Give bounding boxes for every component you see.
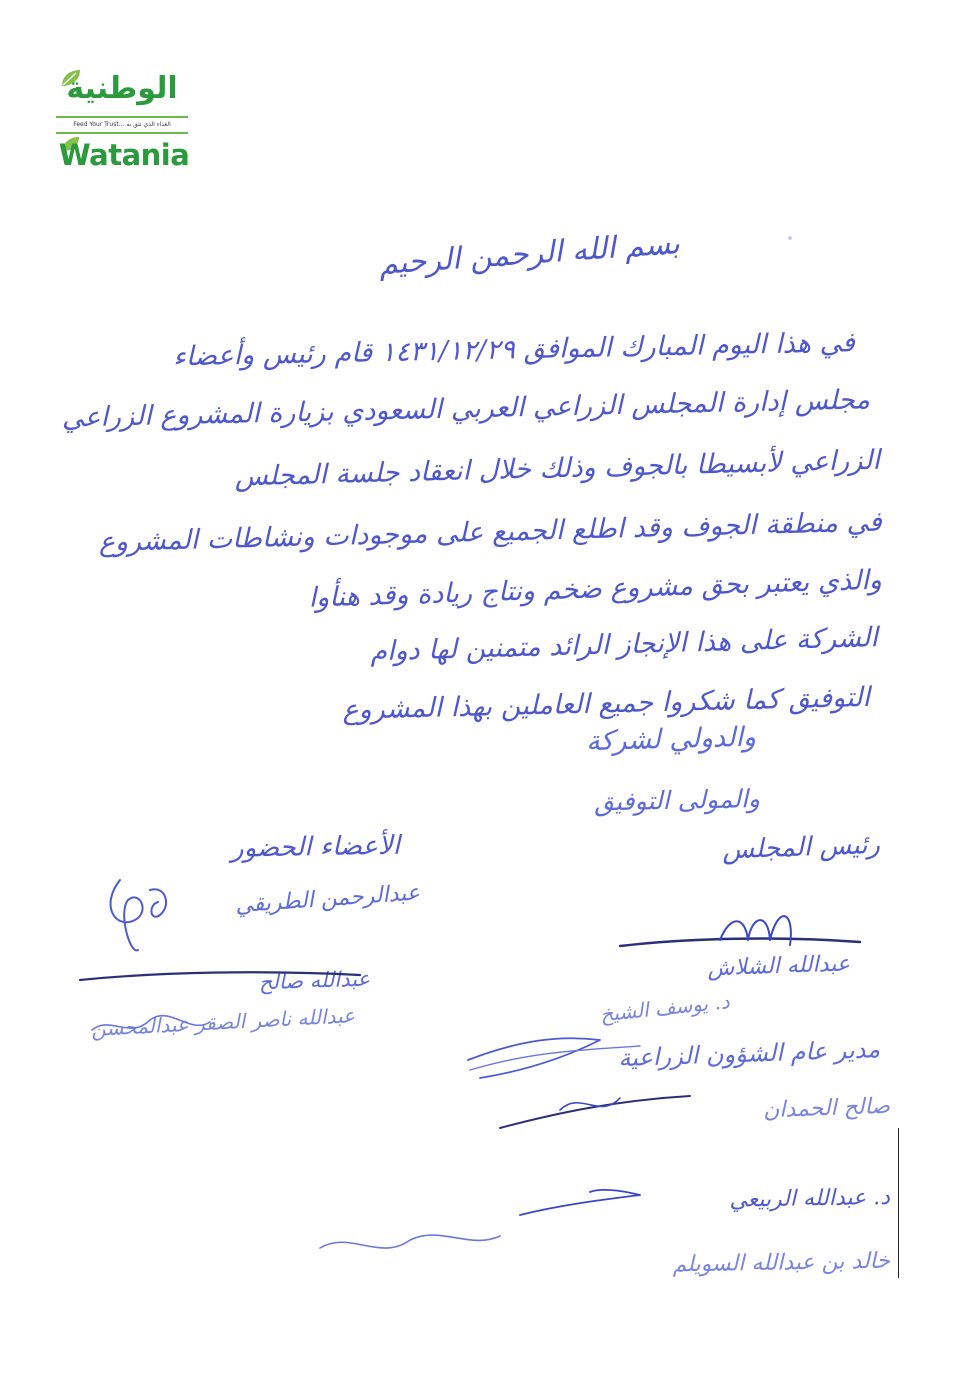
signature-mark [468, 1038, 600, 1078]
signature-mark [520, 1190, 640, 1215]
signature-mark [620, 939, 860, 946]
signature-mark [111, 880, 167, 950]
margin-line [898, 1128, 899, 1278]
letter-line-6: الشركة على هذا الإنجاز الرائد متمنين لها دوام [369, 622, 879, 668]
letter-line-4: في منطقة الجوف وقد اطلع الجميع على موجودات ونشاطات المشروع [98, 506, 883, 559]
signatory-name: عبدالله ناصر الصقر عبدالمحسن [90, 1003, 356, 1041]
logo-latin-name: Watania [58, 138, 190, 172]
signature-mark [320, 1235, 500, 1248]
signatory-name: صالح الحمدان [762, 1093, 891, 1124]
signatory-name: مدير عام الشؤون الزراعية [617, 1035, 881, 1073]
letter-line-8: والدولي لشركة [585, 721, 757, 758]
basmala-heading: بسم الله الرحمن الرحيم [377, 226, 681, 283]
signatory-name: د. يوسف الشيخ [599, 989, 731, 1027]
logo-divider-top [56, 116, 188, 118]
signatory-name: عبدالرحمن الطريقي [234, 880, 421, 919]
watania-logo [54, 66, 194, 178]
letter-line-5: والذي يعتبر بحق مشروع ضخم ونتاج ريادة وقد هنأوا [308, 564, 883, 614]
logo-tagline: Feed Your Trust... الغذاء الذي تثق به [73, 121, 171, 128]
closing-members-title: الأعضاء الحضور [230, 830, 401, 864]
closing-chairman-title: رئيس المجلس [721, 829, 881, 866]
letter-line-2: مجلس إدارة المجلس الزراعي العربي السعودي بزيارة المشروع الزراعي [61, 384, 871, 434]
signatory-name: عبدالله الشلاش [706, 951, 851, 982]
signatory-name: عبدالله صالح [258, 966, 371, 995]
signature-mark [720, 916, 791, 945]
signatory-name: خالد بن عبدالله السويلم [672, 1248, 891, 1278]
letter-line-9: والمولى التوفيق [593, 783, 761, 817]
letter-line-7: التوفيق كما شكروا جميع العاملين بهذا المشروع [342, 681, 871, 726]
logo-arabic-name: الوطنية [66, 71, 178, 106]
signatory-name: د. عبدالله الربيعي [729, 1184, 891, 1213]
letter-line-1: في هذا اليوم المبارك الموافق ١٤٣١/١٢/٢٩ قام رئيس وأعضاء [172, 327, 856, 373]
signature-mark [560, 1098, 620, 1110]
letter-line-3: الزراعي لأبسيطا بالجوف وذلك خلال انعقاد جلسة المجلس [234, 444, 881, 493]
